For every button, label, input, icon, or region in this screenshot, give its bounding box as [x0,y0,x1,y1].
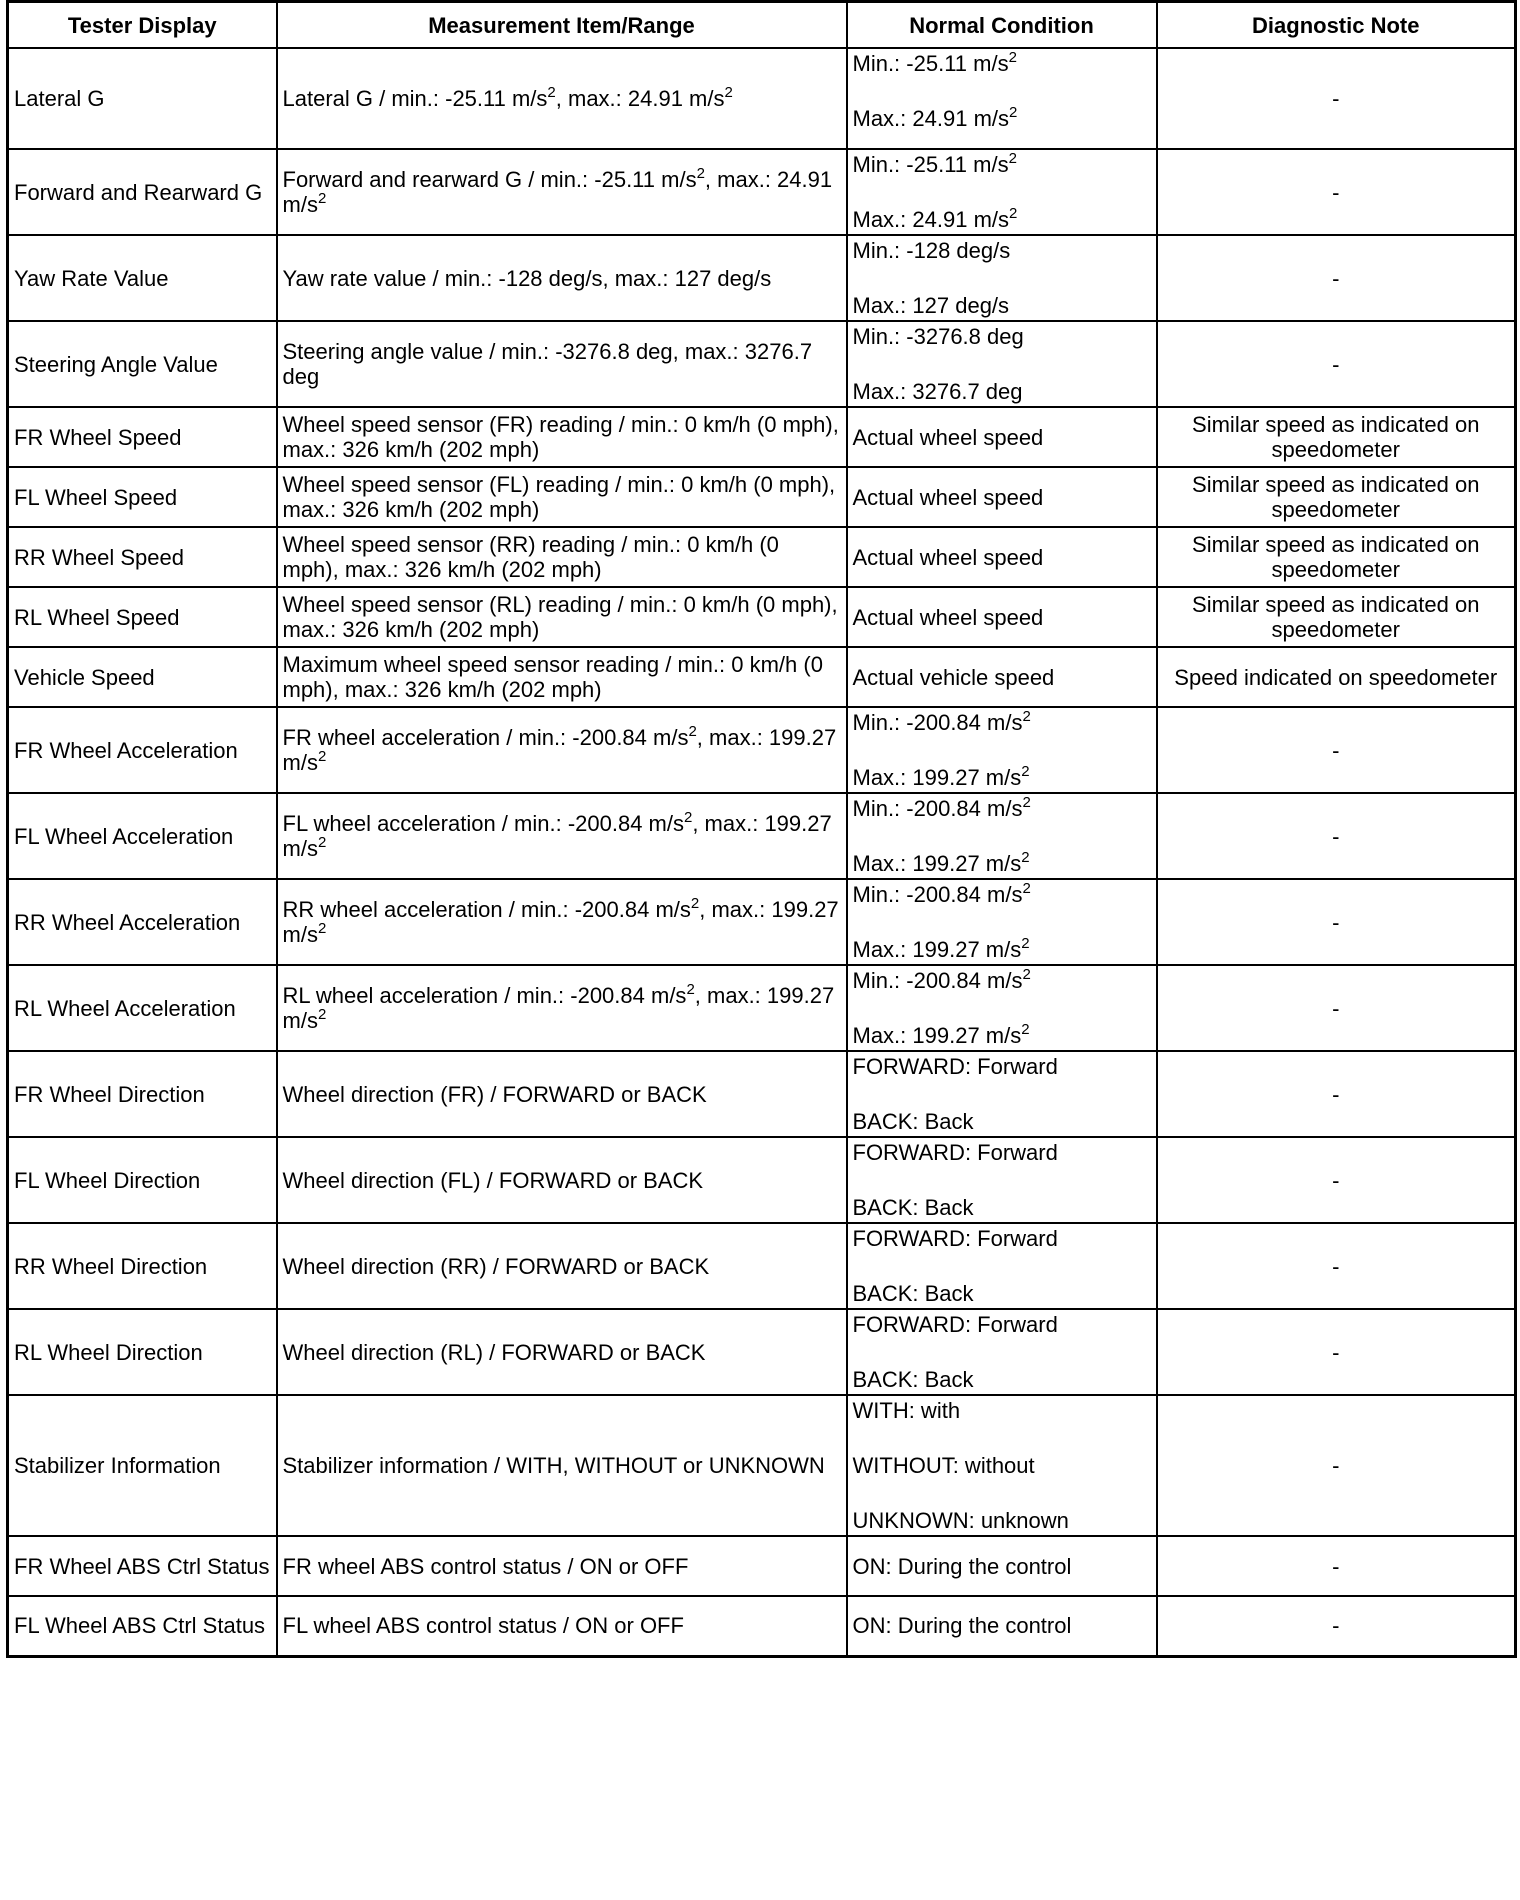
cell-measurement-item: Wheel speed sensor (FR) reading / min.: 0 km/h (0 mph), max.: 326 km/h (202 mph) [277,407,847,467]
cell-measurement-item: Wheel speed sensor (RR) reading / min.: 0 km/h (0 mph), max.: 326 km/h (202 mph) [277,527,847,587]
cell-measurement-item: Forward and rearward G / min.: -25.11 $m/s^2$, max.: 24.91 $m/s^2$ [277,149,847,235]
table-row [8,879,1516,965]
cell-measurement-item: Stabilizer information / WITH, WITHOUT or UNKNOWN [277,1395,847,1536]
normal-condition-line: Min.: -3276.8 deg [852,324,1024,349]
cell-normal-condition [847,1051,1157,1137]
cell-normal-condition [847,321,1157,407]
cell-tester-display: RR Wheel Acceleration [8,879,277,965]
normal-condition-line: Min.: -200.84 $m/s^2$ [852,966,1031,993]
normal-condition-line: WITH: with [852,1398,961,1423]
table-body [8,48,1516,1656]
cell-measurement-item: FL wheel acceleration / min.: -200.84 $m/s^2$, max.: 199.27 $m/s^2$ [277,793,847,879]
cell-diagnostic-note: - [1157,1051,1516,1137]
cell-normal-condition [847,587,1157,647]
table-row [8,587,1516,647]
cell-diagnostic-note: - [1157,793,1516,879]
cell-tester-display: FL Wheel ABS Ctrl Status [8,1596,277,1656]
table-row [8,707,1516,793]
normal-condition-line: FORWARD: Forward [852,1140,1058,1165]
cell-diagnostic-note: - [1157,1309,1516,1395]
cell-normal-condition [847,965,1157,1051]
table-row [8,647,1516,707]
cell-normal-condition [847,793,1157,879]
cell-normal-condition [847,1596,1157,1656]
cell-tester-display: RL Wheel Acceleration [8,965,277,1051]
normal-condition-line: Max.: 199.27 $m/s^2$ [852,935,1030,962]
cell-diagnostic-note: - [1157,321,1516,407]
header-measurement-item: Measurement Item/Range [277,2,847,49]
table-row [8,793,1516,879]
cell-normal-condition [847,527,1157,587]
header-tester-display: Tester Display [8,2,277,49]
cell-tester-display: Forward and Rearward G [8,149,277,235]
normal-condition-line: WITHOUT: without [852,1453,1035,1478]
cell-tester-display: FR Wheel Speed [8,407,277,467]
cell-measurement-item: RL wheel acceleration / min.: -200.84 $m/s^2$, max.: 199.27 $m/s^2$ [277,965,847,1051]
cell-measurement-item: Wheel speed sensor (RL) reading / min.: 0 km/h (0 mph), max.: 326 km/h (202 mph) [277,587,847,647]
normal-condition-line: Max.: 127 deg/s [852,293,1010,318]
cell-diagnostic-note: - [1157,149,1516,235]
table-row [8,965,1516,1051]
normal-condition-line: Max.: 199.27 $m/s^2$ [852,1021,1030,1048]
cell-normal-condition [847,235,1157,321]
table-row [8,1051,1516,1137]
normal-condition-line: FORWARD: Forward [852,1054,1058,1079]
cell-tester-display: Vehicle Speed [8,647,277,707]
normal-condition-line: Actual wheel speed [852,604,1044,630]
table-row [8,1137,1516,1223]
cell-diagnostic-note: - [1157,879,1516,965]
table-row [8,527,1516,587]
cell-diagnostic-note: - [1157,48,1516,149]
cell-diagnostic-note: - [1157,235,1516,321]
table-row [8,48,1516,149]
normal-condition-line: UNKNOWN: unknown [852,1508,1069,1533]
cell-measurement-item: FR wheel acceleration / min.: -200.84 $m/s^2$, max.: 199.27 $m/s^2$ [277,707,847,793]
normal-condition-line: Max.: 24.91 $m/s^2$ [852,104,1018,131]
cell-normal-condition [847,879,1157,965]
normal-condition-line: Max.: 199.27 $m/s^2$ [852,763,1030,790]
cell-measurement-item: FR wheel ABS control status / ON or OFF [277,1536,847,1596]
normal-condition-line: BACK: Back [852,1195,974,1220]
cell-diagnostic-note: - [1157,1596,1516,1656]
normal-condition-line: BACK: Back [852,1367,974,1392]
normal-condition-line: Min.: -25.11 $m/s^2$ [852,49,1017,76]
cell-diagnostic-note: - [1157,1137,1516,1223]
cell-normal-condition [847,707,1157,793]
table-row [8,235,1516,321]
normal-condition-line: Actual wheel speed [852,544,1044,570]
cell-measurement-item: Steering angle value / min.: -3276.8 deg, max.: 3276.7 deg [277,321,847,407]
cell-tester-display: RL Wheel Direction [8,1309,277,1395]
normal-condition-line: Min.: -200.84 $m/s^2$ [852,708,1031,735]
cell-tester-display: Yaw Rate Value [8,235,277,321]
cell-tester-display: FR Wheel Acceleration [8,707,277,793]
table-row [8,1536,1516,1596]
header-diagnostic-note: Diagnostic Note [1157,2,1516,49]
cell-diagnostic-note: Similar speed as indicated on speedometer [1157,407,1516,467]
cell-diagnostic-note: - [1157,1223,1516,1309]
cell-diagnostic-note: - [1157,965,1516,1051]
cell-normal-condition [847,407,1157,467]
normal-condition-line: Max.: 24.91 $m/s^2$ [852,205,1018,232]
cell-measurement-item: RR wheel acceleration / min.: -200.84 $m/s^2$, max.: 199.27 $m/s^2$ [277,879,847,965]
table-row [8,1395,1516,1536]
cell-measurement-item: Maximum wheel speed sensor reading / min.: 0 km/h (0 mph), max.: 326 km/h (202 mph) [277,647,847,707]
cell-tester-display: FL Wheel Direction [8,1137,277,1223]
cell-measurement-item: Yaw rate value / min.: -128 deg/s, max.: 127 deg/s [277,235,847,321]
normal-condition-line: Min.: -25.11 $m/s^2$ [852,150,1017,177]
cell-diagnostic-note: Similar speed as indicated on speedometer [1157,467,1516,527]
cell-normal-condition [847,1536,1157,1596]
cell-measurement-item: Wheel direction (FR) / FORWARD or BACK [277,1051,847,1137]
cell-measurement-item: Wheel direction (FL) / FORWARD or BACK [277,1137,847,1223]
cell-tester-display: FL Wheel Speed [8,467,277,527]
cell-diagnostic-note: - [1157,1395,1516,1536]
cell-diagnostic-note: - [1157,1536,1516,1596]
table-row [8,1309,1516,1395]
normal-condition-line: FORWARD: Forward [852,1226,1058,1251]
table-row [8,467,1516,527]
cell-normal-condition [847,1309,1157,1395]
cell-diagnostic-note: Speed indicated on speedometer [1157,647,1516,707]
table-row [8,1223,1516,1309]
cell-normal-condition [847,1137,1157,1223]
normal-condition-line: BACK: Back [852,1109,974,1134]
cell-measurement-item: Wheel direction (RR) / FORWARD or BACK [277,1223,847,1309]
normal-condition-line: BACK: Back [852,1281,974,1306]
normal-condition-line: Min.: -200.84 $m/s^2$ [852,794,1031,821]
document-page [6,0,1517,1658]
cell-tester-display: FR Wheel Direction [8,1051,277,1137]
cell-tester-display: Steering Angle Value [8,321,277,407]
cell-measurement-item: Wheel speed sensor (FL) reading / min.: 0 km/h (0 mph), max.: 326 km/h (202 mph) [277,467,847,527]
header-row [8,2,1516,49]
normal-condition-line: Min.: -128 deg/s [852,238,1011,263]
cell-tester-display: FL Wheel Acceleration [8,793,277,879]
cell-normal-condition [847,647,1157,707]
cell-normal-condition [847,149,1157,235]
cell-tester-display: RR Wheel Speed [8,527,277,587]
cell-normal-condition [847,1395,1157,1536]
table-row [8,407,1516,467]
cell-measurement-item: Lateral G / min.: -25.11 $m/s^2$, max.: 24.91 $m/s^2$ [277,48,847,149]
cell-normal-condition [847,1223,1157,1309]
cell-normal-condition [847,48,1157,149]
normal-condition-line: FORWARD: Forward [852,1312,1058,1337]
cell-measurement-item: FL wheel ABS control status / ON or OFF [277,1596,847,1656]
normal-condition-line: ON: During the control [852,1613,1072,1639]
normal-condition-line: Actual wheel speed [852,424,1044,450]
table-row [8,1596,1516,1656]
cell-normal-condition [847,467,1157,527]
diagnostic-data-table [6,0,1517,1658]
cell-tester-display: Stabilizer Information [8,1395,277,1536]
normal-condition-line: Max.: 199.27 $m/s^2$ [852,849,1030,876]
normal-condition-line: Max.: 3276.7 deg [852,379,1023,404]
cell-tester-display: Lateral G [8,48,277,149]
cell-measurement-item: Wheel direction (RL) / FORWARD or BACK [277,1309,847,1395]
cell-tester-display: RL Wheel Speed [8,587,277,647]
cell-diagnostic-note: - [1157,707,1516,793]
normal-condition-line: ON: During the control [852,1553,1072,1579]
cell-diagnostic-note: Similar speed as indicated on speedometer [1157,587,1516,647]
table-row [8,321,1516,407]
cell-diagnostic-note: Similar speed as indicated on speedometer [1157,527,1516,587]
cell-tester-display: FR Wheel ABS Ctrl Status [8,1536,277,1596]
normal-condition-line: Actual vehicle speed [852,664,1055,690]
normal-condition-line: Min.: -200.84 $m/s^2$ [852,880,1031,907]
cell-tester-display: RR Wheel Direction [8,1223,277,1309]
header-normal-condition: Normal Condition [847,2,1157,49]
table-row [8,149,1516,235]
normal-condition-line: Actual wheel speed [852,484,1044,510]
